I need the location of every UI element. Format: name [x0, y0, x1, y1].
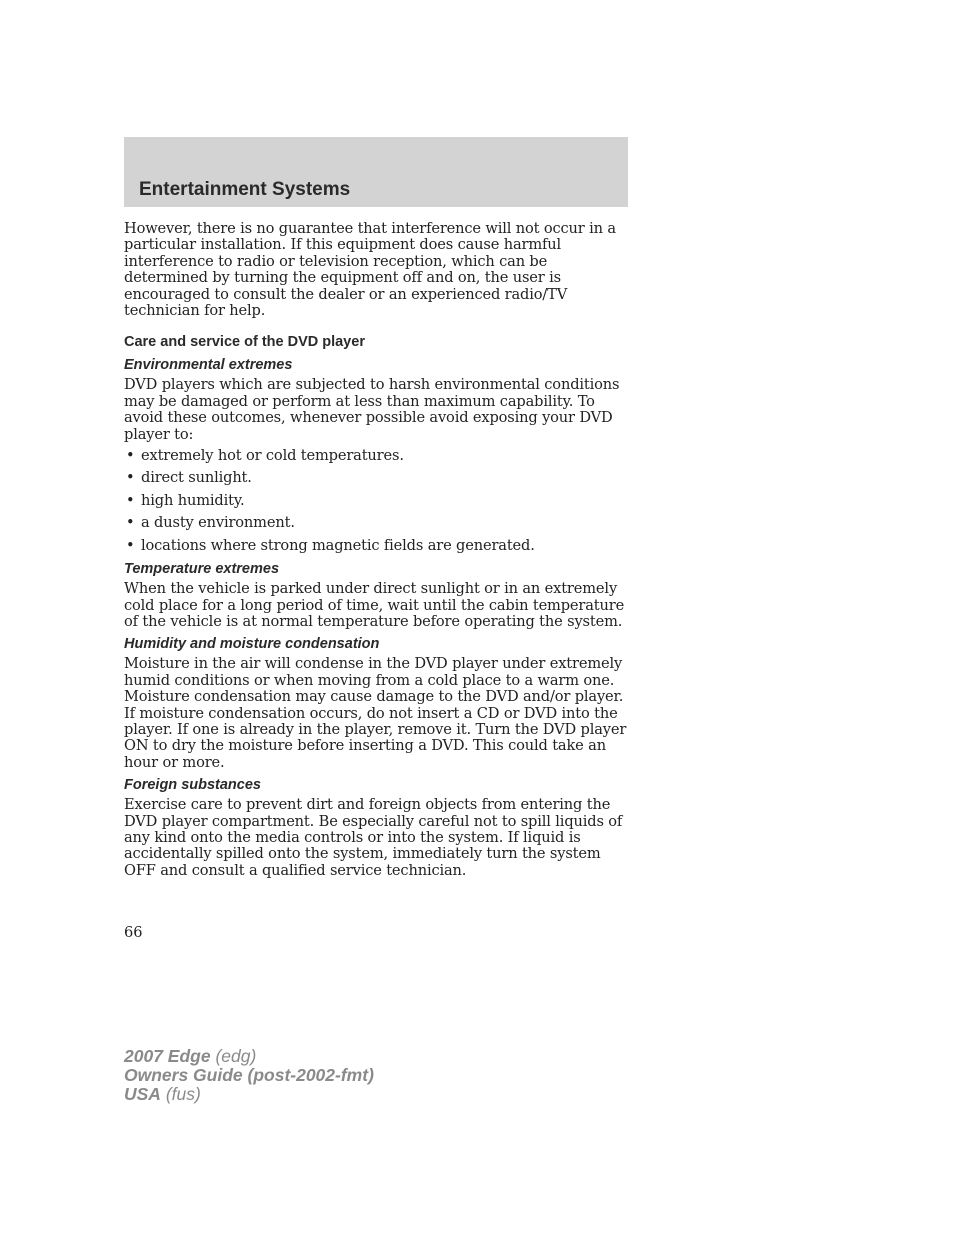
main-content — [124, 221, 630, 879]
bullet-icon: • — [126, 469, 135, 487]
footer-region-line: USA (fus) — [124, 1084, 201, 1104]
bullet-icon: • — [126, 447, 135, 465]
environmental-heading: Environmental extremes — [124, 357, 293, 374]
list-item: • extremely hot or cold temperatures. — [126, 447, 404, 465]
humidity-heading: Humidity and moisture condensation — [124, 636, 380, 653]
intro-paragraph: However, there is no guarantee that interference will not occur in a particular installation. If this equipment does cause harmful interference to radio or television reception, which can be determined by turning the equipment off and on, the user is encouraged to consult the dealer or an experienced radio/TV technician for help. — [124, 220, 616, 320]
environmental-text: DVD players which are subjected to harsh environmental conditions may be damaged or perform at less than maximum capability. To avoid these outcomes, whenever possible avoid exposing your DVD player to: — [124, 376, 620, 443]
foreign-text: Exercise care to prevent dirt and foreign objects from entering the DVD player compartment. Be especially careful not to spill liquids of any kind onto the media controls or into the system. If liquid is accidentally spilled onto the system, immediately turn the system OFF and consult a qualified service technician. — [124, 796, 623, 879]
temperature-heading: Temperature extremes — [124, 561, 280, 578]
section-header-band — [124, 137, 628, 207]
humidity-text: Moisture in the air will condense in the DVD player under extremely humid conditions or when moving from a cold place to a warm one. Moisture condensation may cause damage to the DVD and/or player. If moisture condensation occurs, do not insert a CD or DVD into the player. If one is already in the player, remove it. Turn the DVD player ON to dry the moisture before inserting a DVD. This could take an hour or more. — [124, 655, 627, 771]
temperature-text: When the vehicle is parked under direct sunlight or in an extremely cold place for a long period of time, wait until the cabin temperature of the vehicle is at normal temperature before operating the system. — [124, 580, 625, 630]
environmental-bullet-list — [124, 448, 630, 554]
foreign-heading: Foreign substances — [124, 777, 261, 794]
list-item: • direct sunlight. — [126, 469, 252, 487]
bullet-icon: • — [126, 491, 135, 509]
document-footer — [124, 1047, 374, 1104]
list-item: • locations where strong magnetic fields are generated. — [126, 536, 535, 554]
footer-guide-line: Owners Guide (post-2002-fmt) — [124, 1065, 374, 1085]
section-title: Care and service of the DVD player — [124, 334, 365, 351]
page-number: 66 — [124, 924, 143, 941]
bullet-icon: • — [126, 514, 135, 532]
footer-model-line: 2007 Edge (edg) — [124, 1046, 257, 1066]
page-title: Entertainment Systems — [139, 179, 351, 200]
list-item: • high humidity. — [126, 491, 245, 509]
bullet-icon: • — [126, 536, 135, 554]
list-item: • a dusty environment. — [126, 514, 295, 532]
